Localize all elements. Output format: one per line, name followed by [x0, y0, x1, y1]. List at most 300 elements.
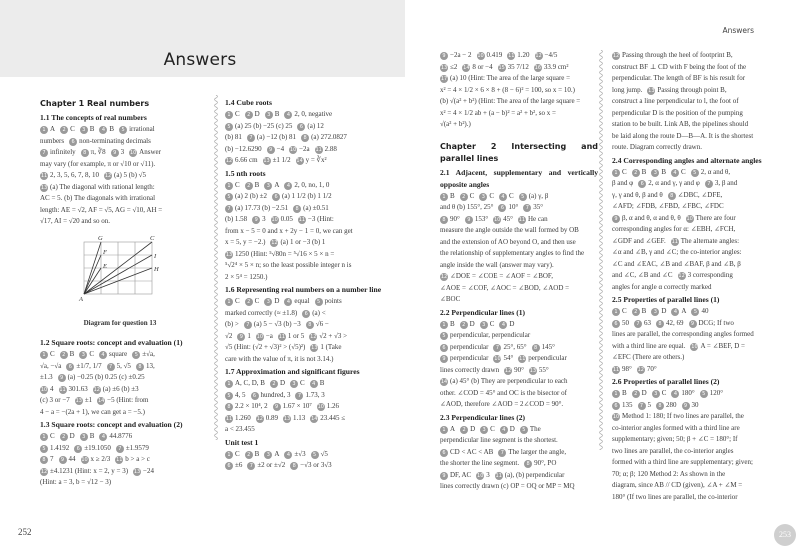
answer-item: √5 (Hint: (√2 + √3)² > (√5)²) — [225, 343, 306, 351]
answer-item — [668, 191, 723, 199]
answer-item: x² = 4 × 1/2 × 6 × 8 + (8 − 6)² = 100, so x = 10.) — [440, 85, 575, 94]
question-number-icon: 3 — [479, 193, 487, 201]
answer-line — [612, 480, 765, 492]
answer-text: (a) 272.0827 — [311, 133, 347, 141]
question-number-icon: 11 — [508, 53, 515, 59]
answer-line — [612, 142, 765, 154]
question-number-icon: 3 — [264, 451, 272, 459]
answer-text: −√3 or 3√3 — [300, 461, 332, 469]
question-number-icon: 8 — [40, 456, 48, 464]
question-number-icon: 12 — [225, 158, 233, 164]
answer-line — [440, 119, 598, 131]
answer-line — [440, 50, 598, 62]
question-number-icon: 10 — [271, 217, 278, 223]
answer-text: b > a > c — [125, 455, 150, 463]
answer-text: 90° — [514, 365, 524, 374]
answer-item: angles for angle α correctly marked — [612, 282, 712, 291]
question-number-icon: 12 — [637, 366, 644, 373]
answer-text: (a) 2 (b) ±2 — [235, 192, 268, 200]
answer-item — [652, 389, 667, 397]
column-right-1 — [440, 50, 598, 493]
answer-text: B — [450, 191, 455, 200]
question-number-icon: 13 — [225, 251, 233, 258]
answer-line — [40, 193, 200, 205]
answer-text: D — [509, 424, 515, 433]
answer-text: 1.73, 3 — [305, 390, 325, 399]
answer-text: B — [319, 379, 325, 387]
answer-text: 42, 69 — [666, 318, 684, 327]
question-number-icon: 10 — [494, 356, 501, 362]
answer-item — [79, 350, 94, 358]
answer-item — [225, 192, 267, 200]
question-number-icon: 10 — [691, 343, 698, 350]
page-number-left: 252 — [18, 527, 32, 537]
question-number-icon: 6 — [251, 392, 259, 400]
answer-item — [296, 156, 327, 164]
answer-item — [440, 74, 570, 82]
question-number-icon: 12 — [310, 333, 317, 340]
answer-item: ∠α and ∠B, γ and ∠C; the co-interior angles: — [612, 248, 742, 256]
question-number-icon: 4 — [284, 298, 292, 306]
question-number-icon: 5 — [119, 126, 127, 134]
question-number-icon: 1 — [440, 426, 448, 434]
answer-item: formed with a third line are supplementary; given; — [612, 458, 753, 466]
question-number-icon: 11 — [59, 386, 66, 393]
answer-item: a < 23.455 — [225, 425, 255, 433]
question-number-icon: 12 — [678, 273, 685, 279]
answer-item — [74, 444, 111, 452]
answer-item — [495, 471, 565, 479]
answer-text: DF, AC — [450, 470, 472, 479]
answer-item — [310, 414, 345, 422]
answer-item — [245, 181, 260, 189]
answer-text: A — [450, 424, 456, 433]
answer-item — [632, 389, 647, 397]
answer-line — [612, 282, 765, 294]
answer-item — [632, 307, 647, 315]
answer-text: Passing through point B, — [657, 85, 727, 94]
answer-item — [460, 320, 475, 328]
answer-text: D — [661, 307, 667, 315]
question-number-icon: 7 — [247, 462, 255, 470]
answer-item — [656, 319, 684, 327]
question-number-icon: 1 — [225, 451, 233, 459]
column-left-1 — [40, 96, 200, 489]
answer-line — [440, 108, 598, 120]
answer-line — [612, 434, 765, 446]
answer-item — [612, 389, 627, 397]
question-number-icon: 1 — [612, 308, 620, 316]
question-number-icon: 10 — [40, 386, 48, 393]
answer-item — [80, 432, 95, 440]
answer-line — [612, 400, 765, 412]
question-number-icon: 7 — [638, 402, 646, 410]
answer-text: C — [509, 191, 514, 200]
question-number-icon: 13 — [311, 345, 318, 351]
answer-text: 3 — [262, 215, 266, 223]
answer-item — [498, 448, 566, 456]
answer-item — [289, 145, 310, 153]
answer-item — [311, 450, 328, 458]
answer-line — [440, 248, 598, 260]
question-number-icon: 14 — [463, 64, 470, 71]
label-C: C — [150, 234, 155, 242]
answer-item — [440, 51, 472, 59]
question-number-icon: 9 — [440, 52, 448, 60]
question-number-icon: 2 — [245, 298, 253, 306]
answer-block — [440, 319, 598, 411]
answer-item: γ, γ and θ, β and θ — [612, 190, 663, 199]
answer-text: 4, 5 — [235, 390, 246, 399]
answer-line — [40, 136, 200, 148]
answer-text: B — [89, 432, 95, 440]
answer-text: 90°, PO — [534, 459, 557, 467]
answer-item — [440, 192, 455, 200]
answer-text: 2.88 — [324, 144, 337, 153]
answer-line — [440, 481, 598, 493]
answer-line — [40, 466, 200, 478]
question-number-icon: 6 — [225, 462, 233, 470]
answer-text: 0.419 — [486, 51, 503, 59]
answer-text: C — [489, 191, 495, 200]
question-number-icon: 5 — [132, 351, 140, 359]
answer-item — [99, 432, 132, 440]
question-number-icon: 3 — [651, 308, 659, 316]
answer-item — [518, 354, 566, 362]
answer-text: 23.445 ≤ — [320, 413, 346, 422]
answer-text: 5, √5 — [116, 361, 131, 370]
answer-line — [440, 62, 598, 74]
answer-item: station to be built. Link AB, the pipelines should — [612, 120, 749, 128]
answer-text: 54° — [503, 354, 514, 362]
answer-text: −5 (Hint: from — [107, 396, 149, 404]
answer-item — [612, 365, 632, 373]
answer-line — [225, 413, 383, 425]
section-heading: 2.3 Perpendicular lines (2) — [440, 412, 526, 422]
question-number-icon: 7 — [498, 449, 506, 457]
answer-text: Method 1: 180; If two lines are parallel, the — [622, 412, 744, 420]
answer-item — [682, 401, 699, 409]
question-number-icon: 9 — [465, 216, 473, 224]
answer-item — [310, 343, 341, 351]
question-number-icon: 6 — [74, 445, 82, 453]
question-number-icon: 12 — [271, 240, 278, 246]
answer-text: ≤2 — [450, 62, 458, 71]
answer-line — [225, 354, 383, 366]
answer-line — [225, 378, 383, 390]
answer-text: (a) 5 − √3 (b) −3 — [253, 320, 301, 328]
answer-line — [40, 182, 200, 194]
answer-line — [612, 73, 765, 85]
answer-item — [535, 51, 558, 59]
answer-item — [40, 455, 54, 463]
answer-item — [493, 343, 526, 351]
question-number-icon: 11 — [278, 333, 286, 340]
answer-item: (b) −12.6290 — [225, 144, 262, 153]
question-number-icon: 8 — [524, 460, 532, 468]
answer-line — [40, 477, 200, 489]
answer-text: 120° — [709, 389, 724, 397]
answer-item: supplementary; given; 50; β + ∠C = 180°; If — [612, 435, 738, 443]
answer-text: (a) 10 (Hint: The area of the large square = — [450, 74, 571, 82]
answer-item — [59, 385, 88, 393]
answer-item — [225, 379, 265, 387]
answer-item: ∠AOD, therefore ∠AOD = 2∠COD = 90°. — [440, 400, 564, 408]
question-number-icon: 3 — [290, 380, 298, 388]
answer-item: (b) > — [225, 320, 239, 328]
answer-item — [225, 461, 242, 469]
question-number-icon: 9 — [252, 216, 260, 224]
answer-line — [225, 249, 383, 261]
answer-text: 153° — [474, 214, 489, 223]
answer-item — [532, 343, 555, 351]
answer-item — [107, 362, 131, 370]
question-number-icon: 9 — [237, 333, 245, 341]
answer-item: care with the value of π, it is not 3.14.) — [225, 354, 334, 363]
answer-text: Answer — [139, 148, 161, 156]
question-number-icon: 1 — [225, 380, 233, 388]
answer-text: 3 corresponding — [687, 271, 733, 279]
answer-item — [99, 125, 114, 133]
answer-item — [66, 362, 101, 370]
question-number-icon: 13 — [283, 415, 291, 422]
answer-block — [440, 191, 598, 306]
answer-text: 44.8776 — [109, 432, 133, 440]
question-number-icon: 3 — [79, 351, 87, 359]
question-number-icon: 7 — [705, 180, 713, 188]
answer-text: (a) 1 or −3 (b) 1 — [280, 238, 326, 246]
answer-item: marked correctly (≈ ±1.8) — [225, 308, 298, 317]
answer-item — [534, 63, 569, 71]
answer-text: 1.67 × 10⁷ — [282, 402, 312, 410]
question-number-icon: 10 — [493, 216, 501, 223]
answer-item — [58, 373, 145, 381]
question-number-icon: 2 — [632, 390, 640, 398]
answer-line — [40, 431, 200, 443]
question-number-icon: 10 — [289, 146, 297, 153]
answer-text: 10° — [508, 203, 519, 211]
question-number-icon: 9 — [440, 355, 448, 363]
answer-block — [440, 424, 598, 493]
question-number-icon: 5 — [440, 332, 448, 340]
answer-text: equal — [294, 297, 310, 305]
diagram-q13 — [40, 234, 200, 316]
answer-item: corresponding angles for α: ∠EBH, ∠FCH, — [612, 225, 736, 233]
answer-line — [612, 388, 765, 400]
answer-item — [97, 396, 148, 404]
question-number-icon: 14 — [440, 379, 448, 385]
answer-text: hundred, 3 — [260, 390, 291, 399]
answer-item — [264, 450, 279, 458]
section-heading: 2.4 Corresponding angles and alternate angles — [612, 155, 762, 165]
section-heading: 2.6 Properties of parallel lines (2) — [612, 377, 720, 386]
answer-text: 90° — [450, 214, 460, 223]
answer-text: 45° — [503, 214, 513, 223]
answer-item — [671, 168, 686, 176]
answer-line — [612, 224, 765, 236]
answer-item — [315, 297, 342, 305]
answer-item — [700, 389, 723, 397]
answer-item — [225, 181, 240, 189]
answer-text: 2, 3, 5, 6, 7, 8, 10 — [50, 171, 99, 179]
label-E: E — [103, 262, 107, 270]
question-number-icon: 1 — [40, 126, 48, 134]
answer-line — [225, 401, 383, 413]
question-number-icon: 5 — [700, 390, 708, 398]
answer-line — [612, 96, 765, 108]
answer-text: ±6 — [235, 461, 243, 469]
answer-text: B — [661, 167, 667, 176]
answer-item — [651, 168, 666, 176]
answer-line — [440, 424, 598, 436]
answer-item: route. Diagram correctly drawn. — [612, 143, 702, 151]
answer-text: 1 — [247, 331, 251, 340]
answer-text: ±1 1/2 — [272, 156, 291, 164]
answer-item — [705, 179, 737, 187]
answer-block — [40, 431, 200, 489]
question-number-icon: 10 — [477, 53, 484, 59]
answer-item: ∠GDF and ∠GEF. — [612, 236, 666, 245]
diagram-caption: Diagram for question 13 — [83, 318, 157, 327]
answer-text: 0.89 — [265, 413, 278, 422]
answer-item — [283, 414, 305, 422]
answer-line — [225, 214, 383, 226]
answer-line — [225, 390, 383, 402]
question-number-icon: 4 — [99, 433, 107, 441]
question-number-icon: 11 — [40, 173, 48, 179]
answer-line — [612, 492, 765, 504]
answer-line — [440, 85, 598, 97]
answer-text: 6.66 cm — [235, 156, 258, 164]
answer-item: 180° (If two lines are parallel, the co-interior — [612, 492, 738, 501]
answer-text: B — [274, 110, 280, 118]
answer-item — [493, 215, 513, 223]
wavy-divider — [598, 50, 604, 450]
answer-text: C — [235, 449, 240, 458]
answer-text: C — [235, 110, 240, 118]
answer-item — [500, 425, 515, 433]
answer-item — [40, 148, 76, 156]
question-number-icon: 12 — [93, 386, 100, 393]
question-number-icon: 9 — [273, 403, 281, 411]
answer-text: 3 — [486, 470, 490, 479]
answer-text: 8 or −4 — [472, 62, 493, 71]
answer-block — [40, 124, 200, 228]
answer-line — [440, 96, 598, 108]
answer-text: 3, β and — [714, 179, 738, 187]
answer-text: −3 (Hint: — [307, 215, 334, 223]
answer-item — [637, 365, 657, 373]
answer-item: from x − 5 = 0 and x + 2y − 1 = 0, we can get — [225, 226, 353, 235]
answer-block — [612, 50, 765, 154]
answer-item — [225, 110, 240, 118]
answer-text: perpendicular, perpendicular — [450, 331, 531, 339]
answer-item — [634, 319, 651, 327]
answer-text: 2.2 × 10⁴, 2 — [235, 402, 268, 410]
answer-line — [225, 203, 383, 215]
answer-item: two lines are parallel, the co-interior angles — [612, 446, 734, 455]
answer-line — [225, 460, 383, 472]
label-F: F — [103, 248, 107, 256]
answer-text: ∠DOE = ∠COE = ∠AOF = ∠BOF, — [450, 272, 554, 280]
answer-item — [225, 122, 292, 130]
answer-item — [440, 343, 488, 351]
question-number-icon: 10 — [256, 333, 264, 340]
answer-item — [476, 471, 490, 479]
answer-item — [504, 366, 524, 374]
question-number-icon: 7 — [40, 149, 48, 157]
question-number-icon: 1 — [40, 433, 48, 441]
answer-text: 3 — [120, 148, 125, 156]
answer-text: −2a — [299, 144, 310, 153]
question-number-icon: 7 — [225, 205, 233, 213]
question-number-icon: 11 — [612, 366, 620, 373]
answer-item — [225, 250, 334, 258]
label-H: H — [154, 265, 159, 273]
column-right-2 — [612, 50, 765, 503]
answer-line — [612, 131, 765, 143]
answer-item — [60, 350, 75, 358]
question-number-icon: 5 — [519, 193, 527, 201]
answer-item — [465, 215, 488, 223]
answer-line — [440, 73, 598, 85]
answer-line — [40, 395, 200, 407]
answer-item — [264, 181, 279, 189]
answer-item — [267, 145, 284, 153]
answer-text: 40 — [701, 307, 709, 315]
answer-item — [310, 379, 325, 387]
answer-line — [440, 376, 598, 388]
question-number-icon: 13 — [133, 468, 141, 475]
answer-item — [237, 332, 251, 340]
answer-line — [612, 62, 765, 74]
question-number-icon: 12 — [256, 415, 263, 422]
answer-line — [440, 365, 598, 377]
answer-line — [40, 124, 200, 136]
answer-item — [480, 320, 495, 328]
question-number-icon: 2 — [460, 426, 468, 434]
answer-item — [40, 444, 69, 452]
answer-text: He can — [527, 214, 548, 223]
answer-item — [81, 455, 111, 463]
answer-block — [225, 109, 383, 167]
question-number-icon: 8 — [532, 344, 540, 352]
answer-item: lines correctly drawn — [440, 365, 500, 374]
answer-text: −24 — [143, 466, 154, 475]
question-number-icon: 7 — [116, 445, 124, 453]
answer-line — [612, 167, 765, 179]
answer-item: lines correctly drawn (c) OP = OQ or MP = MQ — [440, 482, 575, 490]
answer-text: 1.4192 — [50, 443, 70, 452]
question-number-icon: 2 — [460, 321, 468, 329]
answer-item — [686, 214, 736, 222]
answer-line — [225, 342, 383, 354]
answer-item — [529, 366, 549, 374]
question-number-icon: 17 — [440, 76, 448, 82]
question-number-icon: 8 — [668, 192, 676, 200]
answer-text: B — [254, 449, 260, 458]
answer-line — [612, 201, 765, 213]
answer-text: There are four — [695, 213, 736, 222]
answer-line — [225, 331, 383, 343]
answer-item: ∠AFD; ∠FDB, ∠FBD, ∠FBC, ∠FDC — [612, 202, 724, 210]
answer-text: π, ∛8 — [90, 148, 106, 156]
question-number-icon: 10 — [477, 472, 484, 479]
answer-item — [133, 467, 154, 475]
answer-item: √a, −√a — [40, 361, 62, 370]
answer-text: points — [324, 297, 342, 305]
answer-text: C — [235, 180, 240, 189]
